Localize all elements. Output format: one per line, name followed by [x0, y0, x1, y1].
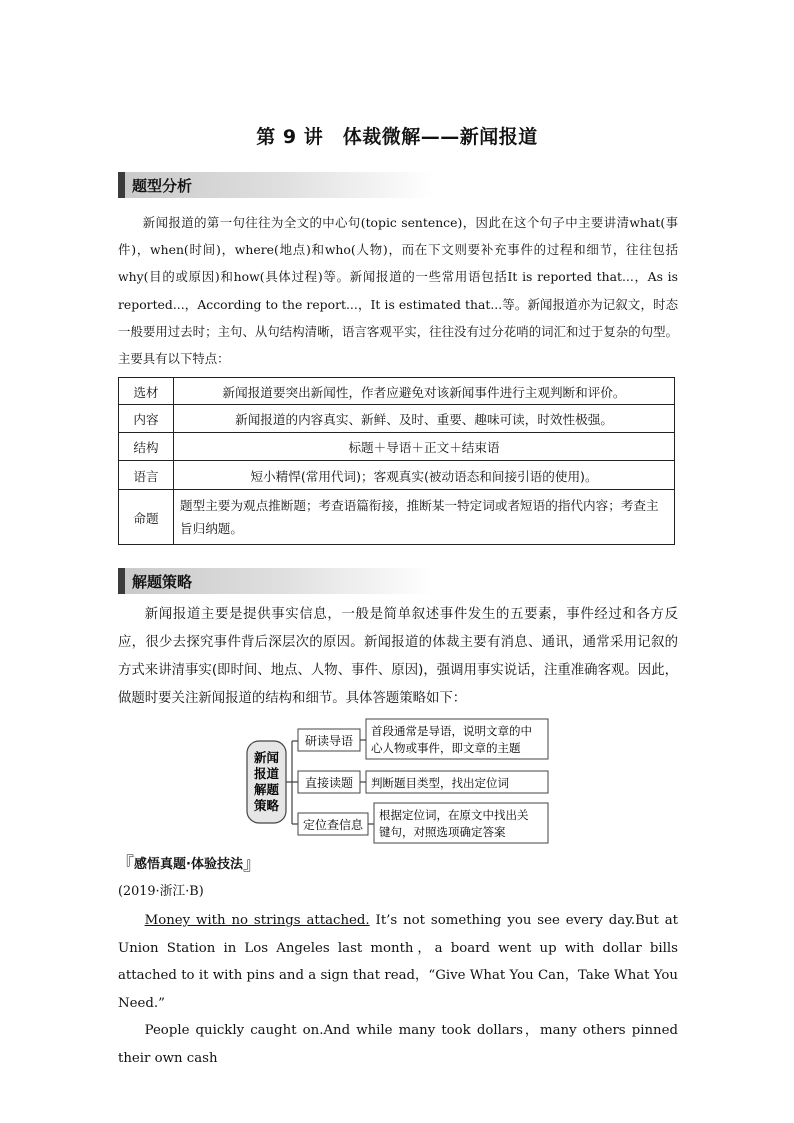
feature-content: 题型主要为观点推断题；考查语篇衔接，推断某一特定词或者短语的指代内容；考查主旨归纳题。 — [174, 490, 675, 545]
section-heading-text: 题型分析 — [132, 177, 193, 195]
practice-passage — [118, 907, 678, 1072]
diagram-detail-line: 判断题目类型，找出定位词 — [371, 776, 509, 790]
feature-label: 内容 — [119, 405, 174, 433]
feature-label: 选材 — [119, 378, 174, 405]
bracket-close-icon: 』 — [242, 854, 261, 875]
section-heading-text: 解题策略 — [132, 573, 193, 591]
diagram-connector-left — [286, 741, 298, 824]
diagram-root-line: 策略 — [253, 798, 280, 813]
feature-content: 短小精悍(常用代词)；客观真实(被动语态和间接引语的使用)。 — [174, 461, 675, 490]
feature-label: 结构 — [119, 433, 174, 461]
feature-content: 标题＋导语＋正文＋结束语 — [174, 433, 675, 461]
feature-content: 新闻报道的内容真实、新鲜、及时、重要、趣味可读，时效性极强。 — [174, 405, 675, 433]
diagram-detail-line: 首段通常是导语，说明文章的中 — [371, 724, 532, 738]
feature-label: 语言 — [119, 461, 174, 490]
diagram-branch-label: 研读导语 — [304, 734, 354, 748]
diagram-branch-label: 定位查信息 — [302, 818, 364, 832]
diagram-detail-line: 根据定位词，在原文中找出关 — [379, 808, 529, 822]
diagram-detail-line: 键句，对照选项确定答案 — [379, 825, 506, 839]
practice-tag — [116, 850, 261, 876]
passage-text: It’s not something you see every day.But at Union Station in Los Angeles last month，a board went up with dollar bills attached to it with pins and a sign that read，“Give What You Can，Take What You Need.” — [118, 913, 679, 1011]
diagram-root-line: 新闻 — [253, 750, 280, 765]
feature-content: 新闻报道要突出新闻性，作者应避免对该新闻事件进行主观判断和评价。 — [174, 378, 675, 405]
page-title: 第 9 讲 体裁微解——新闻报道 — [256, 126, 538, 148]
strategy-text: 新闻报道主要是提供事实信息，一般是简单叙述事件发生的五要素，事件经过和各方反应，很少去探究事件背后深层次的原因。新闻报道的体裁主要有消息、通讯，通常采用记叙的方式来讲清事实(即时间、地点、人物、事件、原因)，强调用事实说话，注重准确客观。因此，做题时要关注新闻报道的结构和细节。具体答题策略如下： — [118, 607, 678, 706]
practice-source: (2019·浙江·B) — [118, 884, 204, 899]
diagram-root-line: 报道 — [253, 766, 280, 781]
bracket-open-icon: 『 — [116, 854, 134, 875]
feature-label: 命题 — [119, 490, 174, 545]
diagram-branch-label: 直接读题 — [304, 776, 354, 790]
practice-tag-text: 感悟真题·体验技法 — [134, 857, 243, 872]
passage-underlined-title: Money with no strings attached. — [144, 913, 370, 928]
passage-paragraph: People quickly caught on.And while many took dollars，many others pinned their own cash — [118, 1023, 678, 1066]
analysis-text: 新闻报道的第一句往往为全文的中心句(topic sentence)，因此在这个句子中主要讲清what(事件)，when(时间)，where(地点)和who(人物)，而在下文则要补充事件的过程和细节，往往包括why(目的或原因)和how(具体过程)等。新闻报道的一些常用语包括It is reported that...，As is reported...，According to the report...，It is estimated that...等。新闻报道亦为记叙文，时态一般要用过去时；主句、从句结构清晰，语言客观平实，往往没有过分花哨的词汇和过于复杂的句型。主要具有以下特点： — [118, 215, 678, 367]
diagram-detail-line: 心人物或事件，即文章的主题 — [371, 741, 521, 755]
passage-paragraph — [118, 907, 678, 1017]
diagram-root-line: 解题 — [253, 782, 280, 797]
